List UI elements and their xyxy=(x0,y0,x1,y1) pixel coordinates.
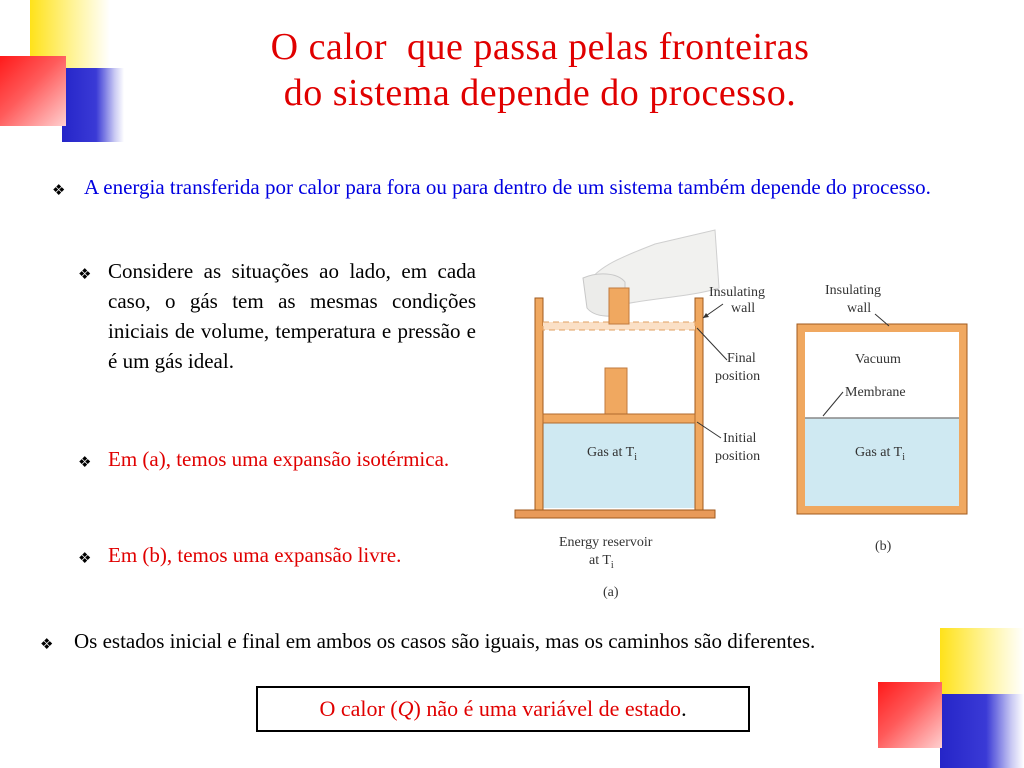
decor-blue-square-top xyxy=(62,68,124,142)
label-membrane: Membrane xyxy=(845,385,906,400)
bullet-diamond-icon: ❖ xyxy=(78,549,92,567)
bullet-free-expansion xyxy=(78,540,450,570)
bullet-text: Os estados inicial e final em ambos os casos são iguais, mas os caminhos são diferentes. xyxy=(74,629,816,653)
initial-position-piston xyxy=(543,414,695,423)
label-reservoir-2: at $T_i$ xyxy=(589,553,614,571)
label-final-2: position xyxy=(715,369,761,384)
label-insulating-wall-a-1: Insulating xyxy=(709,285,765,300)
decor-yellow-square-bottom xyxy=(940,628,1024,698)
figure-b xyxy=(797,283,967,554)
bullet-text: Em (a), temos uma expansão isotérmica. xyxy=(108,447,450,471)
caption-a: (a) xyxy=(603,585,619,600)
label-reservoir-1: Energy reservoir xyxy=(559,535,653,550)
energy-reservoir xyxy=(515,510,715,518)
bullet-consider-situations xyxy=(78,256,476,376)
slide-title-line-1: O calor que passa pelas fronteiras xyxy=(270,26,810,68)
conclusion-period: . xyxy=(681,696,687,721)
decor-red-square-bottom xyxy=(878,682,942,748)
conclusion-box xyxy=(256,686,750,732)
label-final-1: Final xyxy=(727,351,756,366)
bullet-states-paths xyxy=(40,626,946,656)
conclusion-prefix: O calor ( xyxy=(319,696,398,721)
slide-title-line-2: do sistema depende do processo. xyxy=(283,72,797,114)
conclusion-suffix: ) não é uma variável de estado xyxy=(413,696,682,721)
bullet-diamond-icon: ❖ xyxy=(78,453,92,471)
bullet-diamond-icon: ❖ xyxy=(78,265,92,283)
bullet-text: Considere as situações ao lado, em cada caso, o gás tem as mesmas condições iniciais de volume, temperatura e pressão e é um gás ideal. xyxy=(108,259,476,373)
bullet-diamond-icon: ❖ xyxy=(52,181,66,199)
slide-title xyxy=(140,24,940,116)
label-initial-2: position xyxy=(715,449,761,464)
piston-rod-final xyxy=(609,288,629,324)
vacuum-region xyxy=(805,332,959,418)
label-gas-a: Gas at $T_i$ xyxy=(587,445,637,463)
gas-region-b xyxy=(805,418,959,506)
conclusion-symbol: Q xyxy=(397,696,414,721)
bullet-energy-transfer xyxy=(52,172,992,202)
label-insulating-wall-a-2: wall xyxy=(731,301,756,316)
caption-b: (b) xyxy=(875,539,892,554)
decor-red-square-top xyxy=(0,56,66,126)
label-vacuum: Vacuum xyxy=(855,352,901,367)
bullet-diamond-icon: ❖ xyxy=(40,635,54,653)
gas-region-a xyxy=(541,422,697,508)
piston-rod xyxy=(605,368,627,416)
bullet-text: Em (b), temos uma expansão livre. xyxy=(108,543,402,567)
expansion-figure xyxy=(505,226,1005,606)
decor-blue-square-bottom xyxy=(940,694,1024,768)
label-gas-b: Gas at $T_i$ xyxy=(855,445,905,463)
left-wall-a xyxy=(535,298,543,510)
bullet-isothermal xyxy=(78,444,450,474)
figure-a xyxy=(515,230,765,600)
label-insulating-wall-b-1: Insulating xyxy=(825,283,881,298)
label-insulating-wall-b-2: wall xyxy=(847,301,872,316)
bullet-text: A energia transferida por calor para fora ou para dentro de um sistema também depende do processo. xyxy=(84,175,931,199)
label-initial-1: Initial xyxy=(723,431,757,446)
